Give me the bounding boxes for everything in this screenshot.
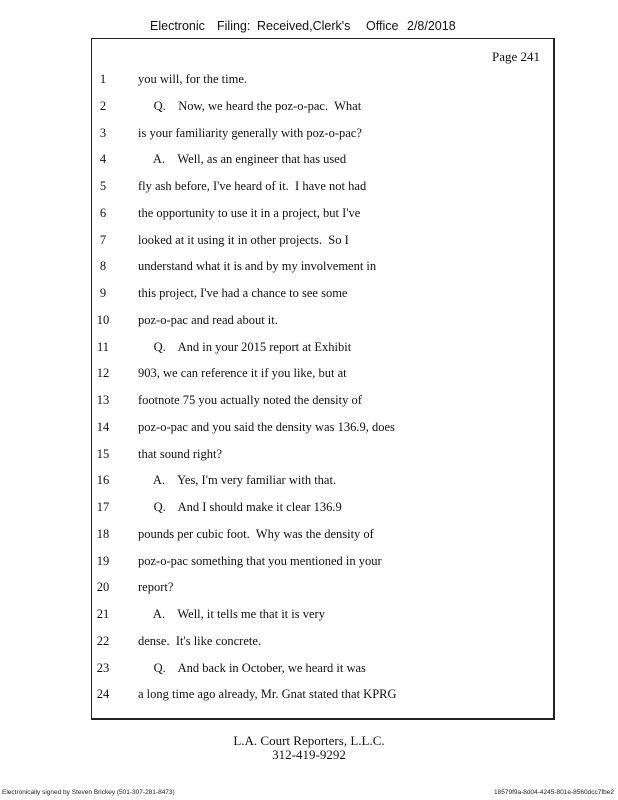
transcript-line	[0, 393, 618, 413]
line-number: 2	[99, 98, 107, 113]
transcript-line	[0, 99, 618, 119]
line-number: 15	[96, 446, 110, 461]
line-text: Q. And back in October, we heard it was	[138, 660, 366, 675]
line-number: 12	[96, 366, 110, 381]
line-text: poz-o-pac something that you mentioned in your	[138, 553, 382, 568]
line-number: 4	[99, 152, 107, 167]
transcript-line	[0, 420, 618, 440]
line-text: A. Well, as an engineer that has used	[138, 152, 347, 167]
line-text: this project, I've had a chance to see some	[138, 286, 348, 300]
line-number: 19	[96, 553, 110, 568]
line-text: you will, for the time.	[138, 72, 248, 86]
transcript-line	[0, 634, 618, 654]
line-number: 5	[99, 179, 107, 193]
filing-header-date: 2/8/2018	[407, 19, 456, 33]
line-text: poz-o-pac and you said the density was 136.9, does	[138, 419, 395, 434]
transcript-line	[0, 259, 618, 279]
filing-header-electronic: Electronic	[150, 19, 205, 33]
line-text: report?	[138, 580, 174, 595]
filing-header	[0, 19, 618, 37]
line-number: 7	[99, 232, 107, 247]
transcript-line	[0, 500, 618, 520]
footer-phone: 312-419-9292	[272, 747, 346, 762]
line-text: fly ash before, I've heard of it. I have not had	[138, 179, 367, 193]
transcript-line	[0, 527, 618, 547]
line-number: 10	[96, 312, 110, 327]
line-number: 1	[99, 72, 107, 86]
line-text: a long time ago already, Mr. Gnat stated that KPRG	[138, 687, 397, 702]
line-number: 18	[96, 526, 110, 541]
transcript-line	[0, 233, 618, 253]
line-text: Q. Now, we heard the poz-o-pac. What	[138, 98, 362, 113]
line-text: understand what it is and by my involvement in	[138, 259, 377, 274]
line-text: poz-o-pac and read about it.	[138, 312, 278, 327]
transcript-line	[0, 607, 618, 627]
line-number: 17	[96, 500, 110, 514]
filing-header-received: Received,Clerk's	[257, 19, 351, 33]
line-number: 8	[99, 259, 107, 274]
line-number: 20	[96, 580, 110, 595]
line-text: looked at it using it in other projects. So I	[138, 232, 349, 247]
line-number: 3	[99, 125, 107, 140]
line-number: 24	[96, 687, 110, 702]
transcript-line	[0, 473, 618, 493]
page-number: Page 241	[491, 49, 540, 64]
line-text: is your familiarity generally with poz-o-pac?	[138, 125, 362, 140]
line-text: Q. And I should make it clear 136.9	[138, 500, 342, 514]
line-number: 14	[96, 419, 110, 434]
transcript-line	[0, 152, 618, 172]
line-number: 9	[99, 286, 107, 300]
transcript-line	[0, 72, 618, 92]
line-text: A. Yes, I'm very familiar with that.	[138, 473, 337, 488]
line-number: 16	[96, 473, 110, 488]
line-text: A. Well, it tells me that it is very	[138, 607, 325, 621]
transcript-line	[0, 340, 618, 360]
transcript-line	[0, 661, 618, 681]
line-text: 903, we can reference it if you like, but at	[138, 366, 347, 381]
line-text: pounds per cubic foot. Why was the density of	[138, 526, 374, 541]
line-number: 13	[96, 393, 110, 407]
transcript-line	[0, 687, 618, 707]
footer-company: L.A. Court Reporters, L.L.C.	[233, 733, 385, 748]
line-number: 22	[96, 633, 110, 648]
transcript-line	[0, 580, 618, 600]
transcript-line	[0, 126, 618, 146]
transcript-line	[0, 313, 618, 333]
line-number: 23	[96, 660, 110, 675]
transcript-line	[0, 554, 618, 574]
line-text: Q. And in your 2015 report at Exhibit	[138, 339, 352, 354]
line-text: that sound right?	[138, 446, 223, 461]
transcript-line	[0, 286, 618, 306]
filing-header-filing: Filing:	[217, 19, 251, 33]
transcript-line	[0, 447, 618, 467]
line-text: dense. It's like concrete.	[138, 633, 262, 648]
transcript-line	[0, 179, 618, 199]
line-text: footnote 75 you actually noted the density of	[138, 393, 362, 407]
transcript-line	[0, 366, 618, 386]
line-text: the opportunity to use it in a project, but I've	[138, 205, 361, 220]
electronic-signature: Electronically signed by Steven Brickey (501-307-281-8473)	[2, 789, 175, 796]
transcript-line	[0, 206, 618, 226]
document-hash: 18579f9a-8d04-4245-801e-8560dcc7fbe2	[494, 789, 614, 796]
line-number: 11	[96, 339, 110, 354]
filing-header-office: Office	[366, 19, 399, 33]
line-number: 6	[99, 205, 107, 220]
line-number: 21	[96, 607, 110, 621]
